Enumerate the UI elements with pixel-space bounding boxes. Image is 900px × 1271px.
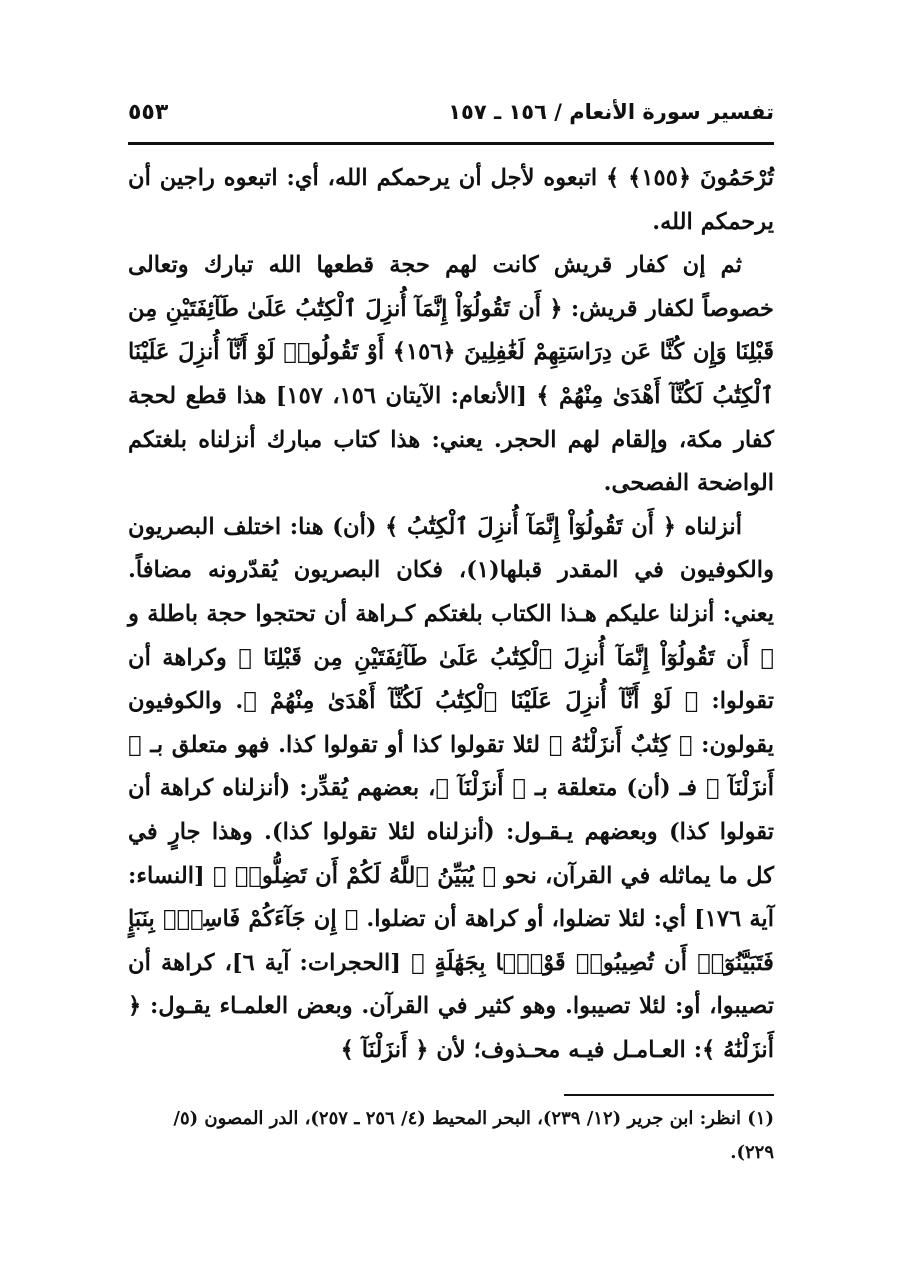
- paragraph-3: أنزلناه ﴿ أَن تَقُولُوٓاْ إِنَّمَآ أُنزِلَ ٱلْكِتَٰبُ ﴾ (أن) هنا: اختلف البصريون والكوفيون في المقدر قبلها(١)، فكان البصريون يُقدّرونه مضافاً. يعني: أنزلنا عليكم هـذا الكتاب بلغتكم كـراهة أن تحتجوا حجة باطلة و ﴿ أَن تَقُولُوٓاْ إِنَّمَآ أُنزِلَ ٱلْكِتَٰبُ عَلَىٰ طَآئِفَتَيْنِ مِن قَبْلِنَا ﴾ وكراهة أن تقولوا: ﴿ لَوْ أَنَّآ أُنزِلَ عَلَيْنَا ٱلْكِتَٰبُ لَكُنَّآ أَهْدَىٰ مِنْهُمْ ﴾. والكوفيون يقولون: ﴿ كِتَٰبٌ أَنزَلْنَٰهُ ﴾ لئلا تقولوا كذا أو تقولوا كذا. فهو متعلق بـ ﴿ أَنزَلْنَآ ﴾ فـ (أن) متعلقة بـ ﴿ أَنزَلْنَآ ﴾، بعضهم يُقدِّر: (أنزلناه كراهة أن تقولوا كذا) وبعضهم يـقـول: (أنزلناه لئلا تقولوا كذا). وهذا جارٍ في كل ما يماثله في القرآن، نحو ﴿ يُبَيِّنُ ٱللَّهُ لَكُمْ أَن تَضِلُّوا۟ ﴾ [النساء: آية ١٧٦] أي: لئلا تضلوا، أو كراهة أن تضلوا. ﴿ إِن جَآءَكُمْ فَاسِقٌۢ بِنَبَإٍ فَتَبَيَّنُوٓا۟ أَن تُصِيبُوا۟ قَوْمًۢا بِجَهَٰلَةٍ ﴾ [الحجرات: آية ٦]، كراهة أن تصيبوا، أو: لئلا تصيبوا. وهو كثير في القرآن. وبعض العلمـاء يقـول: ﴿ أَنزَلْنَٰهُ ﴾: العـامـل فيـه محـذوف؛ لأن ﴿ أَنزَلْنَآ ﴾: [128, 513, 775, 1063]
- footnote-rule: [564, 1094, 774, 1096]
- main-text: [128, 157, 774, 1072]
- header-rule: [128, 142, 774, 145]
- footnote: (١) انظر: ابن جرير (١٢/ ٢٣٩)، البحر المحيط (٤/ ٢٥٦ ـ ٢٥٧)، الدر المصون (٥/ ٢٢٩).: [173, 1108, 774, 1164]
- running-title: تفسير سورة الأنعام / ١٥٦ ـ ١٥٧: [448, 100, 774, 124]
- book-page: [128, 100, 774, 1170]
- page-number: ٥٥٣: [128, 100, 169, 125]
- paragraph-2: ثم إن كفار قريش كانت لهم حجة قطعها الله تبارك وتعالى خصوصاً لكفار قريش: ﴿ أَن تَقُولُوٓاْ إِنَّمَآ أُنزِلَ ٱلْكِتَٰبُ عَلَىٰ طَآئِفَتَيْنِ مِن قَبْلِنَا وَإِن كُنَّا عَن دِرَاسَتِهِمْ لَغَٰفِلِينَ ﴿١٥٦﴾ أَوْ تَقُولُوا۟ لَوْ أَنَّآ أُنزِلَ عَلَيْنَا ٱلْكِتَٰبُ لَكُنَّآ أَهْدَىٰ مِنْهُمْ ﴾ [الأنعام: الآيتان ١٥٦، ١٥٧] هذا قطع لحجة كفار مكة، وإلقام لهم الحجر. يعني: هذا كتاب مبارك أنزلناه بلغتكم الواضحة الفصحى.: [128, 252, 774, 497]
- paragraph-1: تُرْحَمُونَ ﴿١٥٥﴾ ﴾ اتبعوه لأجل أن يرحمكم الله، أي: اتبعوه راجين أن يرحمكم الله.: [128, 165, 774, 235]
- running-header: [128, 100, 774, 140]
